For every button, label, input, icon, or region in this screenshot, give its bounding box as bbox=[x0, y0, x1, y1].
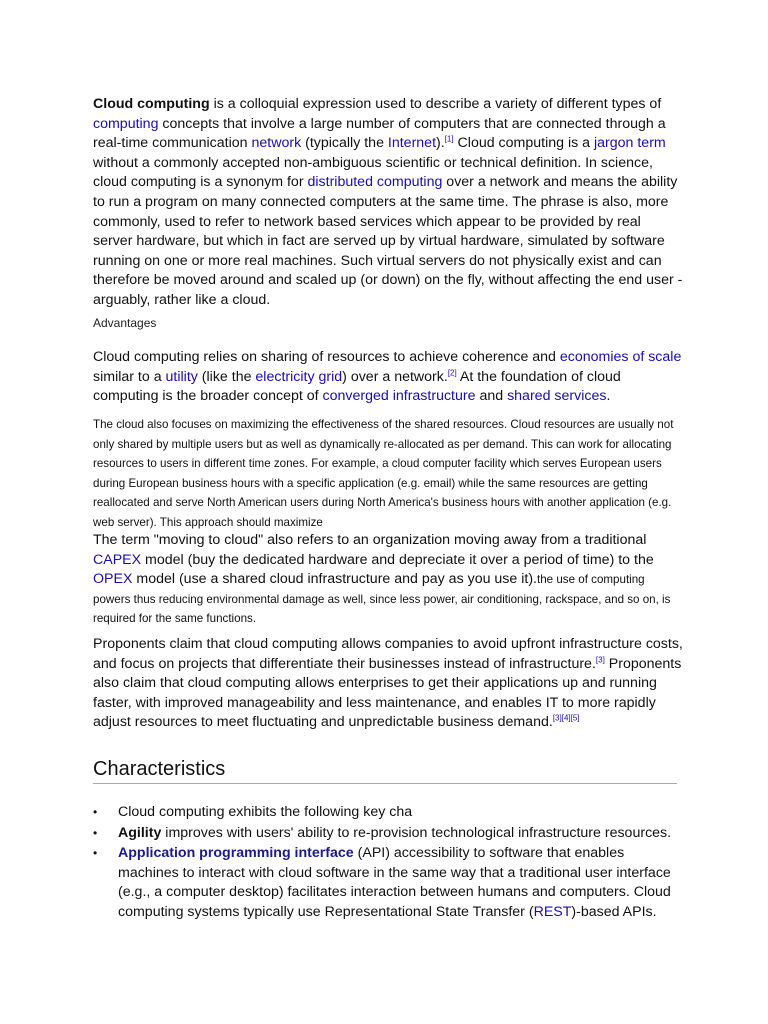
adv-text: Proponents also claim that cloud computing allows enterprises to get their applications up and running faster, with improved manageability and less maintenance, and enables IT to more rapidly adjust resources to meet fluctuating and unpredictable business demand. bbox=[93, 655, 682, 731]
link-network[interactable]: network bbox=[251, 135, 302, 152]
citation-link[interactable]: [3] bbox=[595, 654, 605, 664]
adv-text-small: the use of computing powers thus reducing environmental damage as well, since less power, air conditioning, rackspace, and so on, is required for the same functions. bbox=[93, 573, 671, 626]
citation-link[interactable]: [1] bbox=[444, 134, 454, 144]
adv-text: similar to a bbox=[93, 368, 166, 385]
characteristics-heading: Characteristics bbox=[93, 758, 226, 780]
link-shared-services[interactable]: shared services bbox=[507, 388, 607, 405]
adv-text: model (use a shared cloud infrastructure and pay as you use it). bbox=[132, 571, 537, 588]
adv-text: The term "moving to cloud" also refers to an organization moving away from a traditional bbox=[93, 532, 647, 548]
intro-text: over a network and means the ability to run a program on many connected computers at the same time. The phrase is also, more commonly, used to refer to network based services which appear to be provided by real server hardware, but which in fact are served up by virtual hardware, simulated by software running on one or more real machines. Such virtual servers do not physically exist and can therefore be moved around and scaled up (or down) on the fly, without affecting the end user - arguably, rather like a cloud. bbox=[93, 174, 683, 308]
link-internet[interactable]: Internet bbox=[387, 135, 437, 152]
intro-text: concepts that involve a large number of computers that are connected through a real-time communication bbox=[93, 115, 666, 152]
citation-link[interactable]: [5] bbox=[570, 713, 580, 723]
adv-text: At the foundation of cloud computing is the broader concept of bbox=[93, 368, 621, 405]
heading-divider bbox=[93, 783, 677, 784]
advantages-paragraph-2: The cloud also focuses on maximizing the effectiveness of the shared resources. Cloud resources are usually not only shared by multiple users but as well as dynamically re-allocated as per demand. This can work for allocating resources to users in different time zones. For example, a cloud computer facility which serves European users during European business hours with a specific application (e.g. email) while the same resources are getting reallocated and serve North American users during North America's business hours with another application (e.g. web server). This approach should maximize bbox=[93, 418, 674, 529]
citation-link[interactable]: [4] bbox=[561, 713, 571, 723]
link-economies-of-scale[interactable]: economies of scale bbox=[559, 349, 682, 365]
bullet-icon: • bbox=[93, 805, 98, 819]
link-utility[interactable]: utility bbox=[165, 368, 198, 385]
intro-text: Cloud computing is a bbox=[453, 135, 594, 152]
advantages-paragraph-1 bbox=[93, 348, 683, 407]
adv-text: Proponents claim that cloud computing allows companies to avoid upfront infrastructure costs, and focus on projects that differentiate their businesses instead of infrastructure. bbox=[93, 636, 683, 672]
list-item bbox=[93, 824, 683, 844]
list-item bbox=[93, 803, 683, 823]
list-item-text: )-based APIs. bbox=[571, 903, 657, 920]
citation-link[interactable]: [2] bbox=[447, 367, 457, 377]
intro-text: ). bbox=[436, 135, 445, 152]
bullet-icon: • bbox=[93, 846, 98, 861]
list-item bbox=[93, 844, 683, 922]
link-computing[interactable]: computing bbox=[93, 115, 159, 132]
adv-text: and bbox=[475, 388, 508, 405]
citation-1[interactable] bbox=[445, 134, 454, 143]
intro-text: (typically the bbox=[301, 135, 388, 152]
adv-text: (like the bbox=[197, 368, 256, 385]
citation-group[interactable] bbox=[553, 714, 580, 723]
link-distributed-computing[interactable]: distributed computing bbox=[307, 174, 443, 191]
link-capex[interactable]: CAPEX bbox=[93, 551, 142, 568]
adv-text: Cloud computing relies on sharing of resources to achieve coherence and bbox=[93, 349, 560, 365]
adv-text: model (buy the dedicated hardware and depreciate it over a period of time) to the bbox=[141, 551, 654, 568]
link-electricity-grid[interactable]: electricity grid bbox=[255, 368, 343, 385]
term-cloud-computing: Cloud computing bbox=[93, 96, 210, 112]
advantages-paragraph-3 bbox=[93, 531, 683, 629]
link-jargon-term[interactable]: jargon term bbox=[593, 135, 666, 152]
citation-link[interactable]: [3] bbox=[552, 713, 562, 723]
characteristics-list bbox=[93, 803, 683, 924]
link-api[interactable]: Application programming interface bbox=[118, 845, 354, 862]
list-item-text: Cloud computing exhibits the following key cha bbox=[118, 804, 413, 820]
link-rest[interactable]: REST bbox=[533, 903, 572, 920]
adv-text: ) over a network. bbox=[342, 368, 448, 385]
term-agility: Agility bbox=[118, 824, 162, 841]
citation-3[interactable] bbox=[596, 655, 605, 664]
advantages-heading: Advantages bbox=[93, 316, 157, 330]
link-converged-infrastructure[interactable]: converged infrastructure bbox=[322, 388, 476, 405]
adv-text: . bbox=[606, 388, 611, 405]
intro-text: without a commonly accepted non-ambiguous scientific or technical definition. In science, cloud computing is a synonym for bbox=[93, 154, 653, 191]
advantages-paragraph-4 bbox=[93, 635, 683, 733]
list-item-text: improves with users' ability to re-provision technological infrastructure resources. bbox=[161, 824, 672, 841]
link-opex[interactable]: OPEX bbox=[93, 571, 133, 588]
intro-text: is a colloquial expression used to describe a variety of different types of bbox=[209, 96, 662, 112]
list-item-text: (API) accessibility to software that enables machines to interact with cloud software in the same way that a traditional user interface (e.g., a computer desktop) facilitates interaction between humans and computers. Cloud computing systems typically use Representational State Transfer ( bbox=[118, 845, 671, 920]
citation-2[interactable] bbox=[448, 368, 457, 377]
bullet-icon: • bbox=[93, 825, 98, 840]
intro-paragraph bbox=[93, 95, 683, 311]
